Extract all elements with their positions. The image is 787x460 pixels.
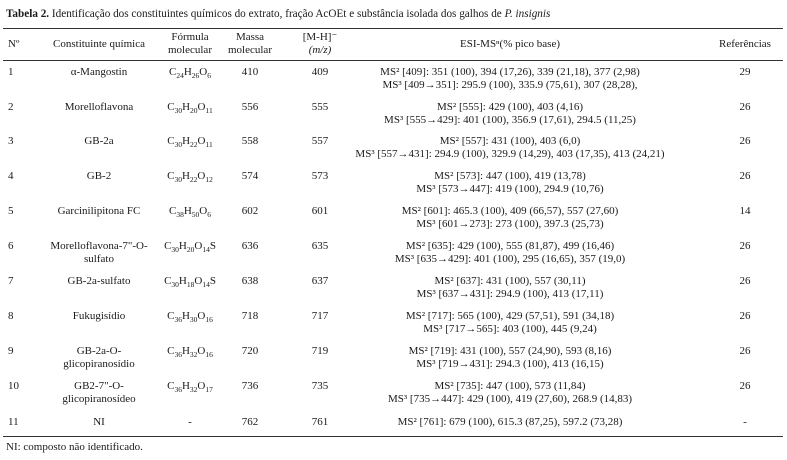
row-ref: 26 [739, 101, 751, 113]
row-formula: $C_{24}H_{26}O_6$ [169, 66, 211, 81]
row-ms2: MS² [735]: 447 (100), 573 (11,84) [434, 380, 586, 392]
row-name-line2: glicopiranosídio [63, 358, 135, 370]
row-ms2: MS² [557]: 431 (100), 403 (6,0) [439, 135, 581, 147]
row-num: 4 [8, 170, 14, 182]
row-ms2: MS² [409]: 351 (100), 394 (17,26), 339 (21,18), 377 (2,98) [380, 66, 640, 78]
caption-text: Identificação dos constituintes químicos do extrato, fração AcOEt e substância isolada dos galhos de [49, 8, 505, 20]
row-formula: $C_{36}H_{32}O_{16}$ [167, 345, 213, 360]
row-mh: 555 [311, 101, 329, 113]
row-formula: $C_{36}H_{32}O_{17}$ [167, 380, 213, 395]
row-num: 2 [8, 101, 14, 113]
row-ms3: MS³ [409→351]: 295.9 (100), 335.9 (75,61), 307 (28,28), [382, 79, 638, 91]
row-ms3: MS³ [637→431]: 294.9 (100), 413 (17,11) [416, 288, 604, 300]
row-mass: 718 [241, 310, 259, 322]
row-ms3: MS³ [601→273]: 273 (100), 397.3 (25,73) [416, 218, 604, 230]
header-num: Nº [8, 38, 20, 50]
row-name: Morelloflavona [64, 101, 134, 113]
caption-label: Tabela 2. [6, 8, 50, 20]
row-ms3: MS³ [555→429]: 401 (100), 356.9 (17,61), 294.5 (11,25) [384, 114, 636, 126]
header-esi: ESI-MSⁿ(% pico base) [460, 38, 560, 50]
row-name: α-Mangostin [70, 66, 128, 78]
row-mh: 637 [311, 275, 329, 287]
row-formula: $C_{30}H_{22}O_{12}$ [167, 170, 213, 185]
row-formula: $C_{30}H_{18}O_{14}S$ [164, 275, 216, 290]
row-ref: 14 [739, 205, 751, 217]
row-ms3: MS³ [635→429]: 401 (100), 295 (16,65), 357 (19,0) [394, 253, 626, 265]
row-ms2: MS² [719]: 431 (100), 557 (24,90), 593 (8,16) [408, 345, 612, 357]
row-num: 7 [8, 275, 14, 287]
row-mass: 574 [241, 170, 259, 182]
row-mh: 761 [311, 416, 329, 428]
row-ms2: MS² [637]: 431 (100), 557 (30,11) [434, 275, 586, 287]
row-ms3: MS³ [719→431]: 294.3 (100), 413 (16,15) [416, 358, 604, 370]
header-formula-1: Fórmula [171, 31, 209, 43]
header-mass-2: molecular [228, 44, 272, 56]
caption-species: P. insignis [504, 8, 551, 20]
header-mass-1: Massa [235, 31, 265, 43]
row-ref: 26 [739, 380, 751, 392]
row-name-line2: glicopiranosídeo [62, 393, 136, 405]
row-ms2: MS² [601]: 465.3 (100), 409 (66,57), 557 (27,60) [401, 205, 619, 217]
header-refs: Referências [719, 38, 771, 50]
row-ref: 26 [739, 275, 751, 287]
row-ref: 26 [739, 345, 751, 357]
row-name: GB-2a-sulfato [67, 275, 131, 287]
row-name: GB-2a-O- [76, 345, 122, 357]
row-name: Morelloflavona-7"-O- [50, 240, 148, 252]
row-formula: $C_{30}H_{20}O_{11}$ [167, 101, 213, 116]
row-ms2: MS² [717]: 565 (100), 429 (57,51), 591 (34,18) [405, 310, 615, 322]
row-ms3: MS³ [717→565]: 403 (100), 445 (9,24) [423, 323, 597, 335]
header-mh-2: (m/z) [308, 44, 332, 56]
row-num: 11 [8, 416, 19, 428]
row-name: Garcinilipitona FC [57, 205, 141, 217]
row-mh: 573 [311, 170, 329, 182]
row-formula: $C_{30}H_{22}O_{11}$ [167, 135, 213, 150]
header-name: Constituinte química [53, 38, 145, 50]
row-ms2: MS² [573]: 447 (100), 419 (13,78) [434, 170, 586, 182]
footnote: NI: composto não identificado. [6, 441, 143, 453]
header-rule [3, 60, 783, 61]
row-mass: 602 [241, 205, 259, 217]
table-caption [6, 7, 782, 21]
row-ms2: MS² [635]: 429 (100), 555 (81,87), 499 (16,46) [405, 240, 615, 252]
header-formula-2: molecular [168, 44, 212, 56]
row-name: GB-2 [86, 170, 112, 182]
row-mass: 556 [241, 101, 259, 113]
row-num: 9 [8, 345, 14, 357]
row-mass: 762 [241, 416, 259, 428]
row-formula: $C_{30}H_{20}O_{14}S$ [164, 240, 216, 255]
row-num: 3 [8, 135, 14, 147]
row-ref: 29 [739, 66, 751, 78]
row-mh: 409 [311, 66, 329, 78]
row-ms2: MS² [555]: 429 (100), 403 (4,16) [437, 101, 583, 113]
row-mass: 558 [241, 135, 259, 147]
row-mass: 410 [241, 66, 259, 78]
row-name-line2: sulfato [84, 253, 114, 265]
row-mh: 635 [311, 240, 329, 252]
row-ref: 26 [739, 240, 751, 252]
row-num: 8 [8, 310, 14, 322]
row-mh: 557 [311, 135, 329, 147]
row-name: Fukugisídio [72, 310, 126, 322]
row-ms3: MS³ [735→447]: 429 (100), 419 (27,60), 268.9 (14,83) [387, 393, 633, 405]
row-num: 6 [8, 240, 14, 252]
row-name: GB-2a [84, 135, 114, 147]
row-num: 10 [8, 380, 19, 392]
header-mh-1: [M-H]⁻ [302, 31, 338, 43]
row-ref: - [743, 416, 747, 428]
row-ms3: MS³ [573→447]: 419 (100), 294.9 (10,76) [416, 183, 604, 195]
row-mh: 719 [311, 345, 329, 357]
row-ref: 26 [739, 310, 751, 322]
table-top-rule [3, 28, 783, 29]
row-formula: $C_{36}H_{30}O_{16}$ [167, 310, 213, 325]
row-mass: 638 [241, 275, 259, 287]
row-formula: $C_{38}H_{50}O_6$ [169, 205, 211, 220]
table-bottom-rule [3, 436, 783, 437]
row-mass: 736 [241, 380, 259, 392]
row-formula: - [188, 416, 192, 428]
row-num: 5 [8, 205, 14, 217]
row-name: GB2-7"-O- [74, 380, 124, 392]
row-name: NI [93, 416, 105, 428]
row-ms2: MS² [761]: 679 (100), 615.3 (87,25), 597.2 (73,28) [397, 416, 623, 428]
row-ms3: MS³ [557→431]: 294.9 (100), 329.9 (14,29), 403 (17,35), 413 (24,21) [355, 148, 665, 160]
row-mh: 601 [311, 205, 329, 217]
row-ref: 26 [739, 170, 751, 182]
row-mh: 735 [311, 380, 329, 392]
row-mh: 717 [311, 310, 329, 322]
row-num: 1 [8, 66, 14, 78]
row-mass: 636 [241, 240, 259, 252]
row-mass: 720 [241, 345, 259, 357]
row-ref: 26 [739, 135, 751, 147]
